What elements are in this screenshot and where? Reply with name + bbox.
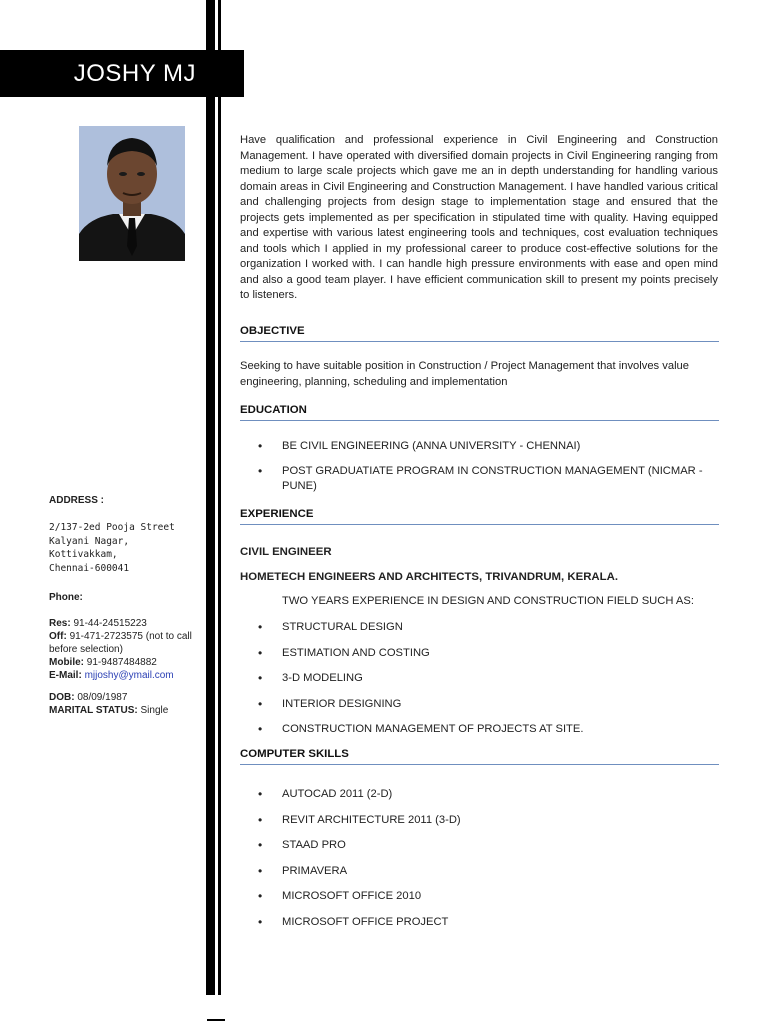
res-label: Res:: [49, 618, 71, 629]
off-phone: [49, 630, 199, 656]
mobile-label: Mobile:: [49, 657, 84, 668]
footer-mark: [207, 1019, 225, 1021]
res-value: 91-44-24515223: [73, 618, 147, 629]
dob-value: 08/09/1987: [77, 692, 128, 703]
marital-label: MARITAL STATUS:: [49, 705, 138, 716]
company-name: HOMETECH ENGINEERS AND ARCHITECTS, TRIVANDRUM, KERALA.: [240, 571, 619, 583]
dob: [49, 691, 199, 704]
list-item: • BE CIVIL ENGINEERING (ANNA UNIVERSITY - CHENNAI): [258, 439, 720, 454]
res-phone: [49, 617, 199, 630]
list-item: • STAAD PRO: [258, 838, 720, 853]
list-item: • MICROSOFT OFFICE 2010: [258, 889, 720, 904]
objective-heading: OBJECTIVE: [240, 325, 719, 342]
off-value: 91-471-2723575 (not to call before selection): [49, 631, 192, 655]
phone-label: Phone:: [49, 592, 83, 603]
experience-list: [258, 620, 720, 737]
education-list: [258, 439, 720, 494]
dob-label: DOB:: [49, 692, 75, 703]
email-link[interactable]: mjjoshy@ymail.com: [84, 670, 174, 681]
list-item: • PRIMAVERA: [258, 864, 720, 879]
list-item: • MICROSOFT OFFICE PROJECT: [258, 915, 720, 930]
email-label: E-Mail:: [49, 670, 82, 681]
off-label: Off:: [49, 631, 67, 642]
address-line: 2/137-2ed Pooja Street: [49, 522, 175, 533]
phone-block: [49, 591, 199, 604]
email: [49, 669, 199, 682]
list-item: • 3-D MODELING: [258, 671, 720, 686]
experience-intro: TWO YEARS EXPERIENCE IN DESIGN AND CONSTRUCTION FIELD SUCH AS:: [282, 595, 694, 607]
address-label: ADDRESS :: [49, 495, 105, 506]
job-title: CIVIL ENGINEER: [240, 546, 332, 558]
list-item: • REVIT ARCHITECTURE 2011 (3-D): [258, 813, 720, 828]
candidate-name: JOSHY MJ: [73, 59, 196, 87]
address-line: Chennai-600041: [49, 562, 130, 574]
experience-heading: EXPERIENCE: [240, 508, 719, 525]
mobile-value: 91-9487484882: [86, 657, 157, 668]
portrait-image: [79, 126, 185, 261]
list-item: • POST GRADUATIATE PROGRAM IN CONSTRUCTION MANAGEMENT (NICMAR - PUNE): [258, 464, 720, 494]
personal-info: [49, 691, 199, 717]
list-item: • STRUCTURAL DESIGN: [258, 620, 720, 635]
list-item: • INTERIOR DESIGNING: [258, 697, 720, 712]
contact-block: [49, 494, 199, 717]
list-item: • AUTOCAD 2011 (2-D): [258, 787, 720, 802]
objective-text: Seeking to have suitable position in Construction / Project Management that involves value engineering, planning, scheduling and implementation: [240, 360, 690, 388]
divider-bar-thin: [218, 0, 221, 995]
summary-text: Have qualification and professional experience in Civil Engineering and Construction Management. I have operated with diversified domain projects in Civil Engineering ranging from medium to large scale projects which gave me an in depth understanding for handling various domain areas in Civil Engineering and Construction Management. I have handled various critical and challenging projects from design stage to implementation stage and ensured that the projects gets implemented as per specification in stipulated time with quality. Having equipped and expertise with various latest engineering tools and techniques, cost evaluation techniques and tools which I applied in my professional career to produce cost-effective solutions for the organization I worked with. I can handle high pressure environments with ease and open mind and also a good team player. I have efficient communication skill to present my points precisely to listeners.: [240, 134, 718, 301]
divider-bar-thick: [206, 0, 215, 995]
list-item: • ESTIMATION AND COSTING: [258, 646, 720, 661]
mobile-phone: [49, 656, 199, 669]
profile-photo: [79, 126, 185, 261]
address-line: Kalyani Nagar,: [49, 535, 130, 547]
summary-section: [240, 133, 718, 304]
marital-value: Single: [140, 705, 169, 716]
marital-status: [49, 704, 199, 717]
list-item: • CONSTRUCTION MANAGEMENT OF PROJECTS AT SITE.: [258, 722, 720, 737]
phone-numbers: [49, 617, 199, 682]
address: [49, 521, 199, 575]
skills-list: [258, 787, 720, 930]
education-heading: EDUCATION: [240, 404, 719, 421]
address-line: Kottivakkam,: [49, 549, 118, 560]
skills-heading: COMPUTER SKILLS: [240, 748, 719, 765]
